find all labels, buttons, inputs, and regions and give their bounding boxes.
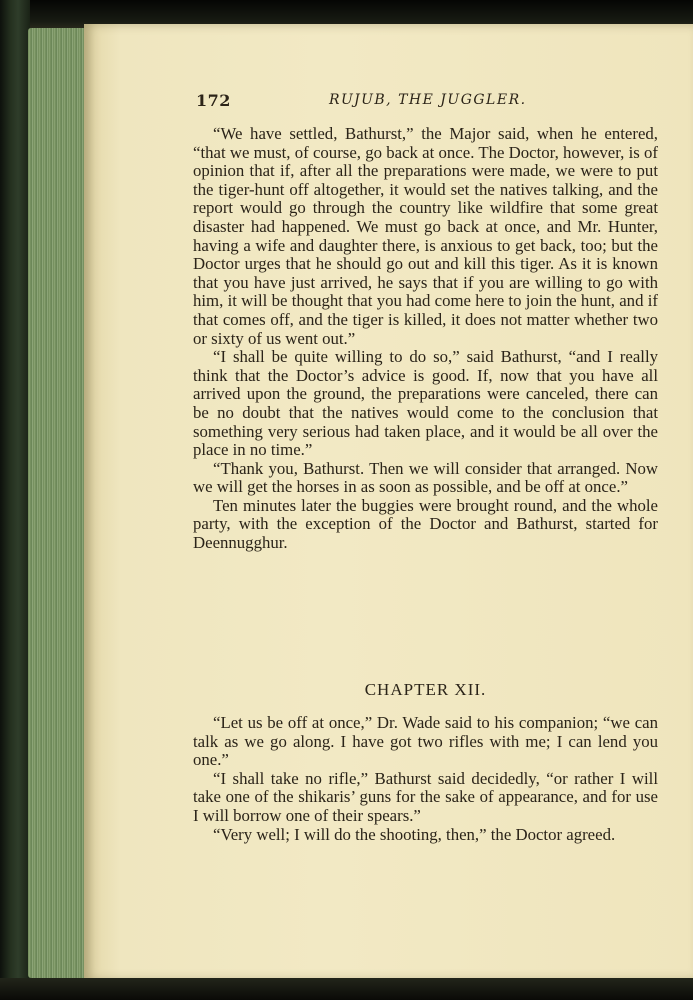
book-spine [0, 0, 30, 1000]
running-title: RUJUB, THE JUGGLER. [329, 92, 527, 108]
page-number: 172 [196, 91, 231, 110]
paragraph: “Let us be off at once,” Dr. Wade said to his companion; “we can talk as we go along. I have got two rifles with me; I can lend you one.” [193, 713, 658, 770]
paragraph: “I shall take no rifle,” Bathurst said decidedly, “or rather I will take one of the shikaris’ guns for the sake of appearance, and for use I will borrow one of their spears.” [193, 768, 658, 825]
page-edges [28, 28, 86, 978]
main-text [193, 125, 658, 553]
paragraph: “Very well; I will do the shooting, then,” the Doctor agreed. [213, 824, 616, 844]
paragraph: “Thank you, Bathurst. Then we will consider that arranged. Now we will get the horses in as soon as possible, and be off at once.” [193, 458, 658, 497]
paragraph: “I shall be quite willing to do so,” said Bathurst, “and I really think that the Doctor’s advice is good. If, now that you have all arrived upon the ground, the preparations were canceled, there can be no doubt that the natives would come to the conclusion that something very serious had taken place, and it would be all over the place in no time.” [193, 347, 658, 460]
chapter-heading: CHAPTER XII. [364, 680, 487, 699]
chapter-text [193, 714, 658, 844]
page-header [196, 91, 658, 117]
book-bottom-edge [0, 978, 693, 1000]
paragraph: Ten minutes later the buggies were brought round, and the whole party, with the exception of the Doctor and Bathurst, started for Deennugghur. [193, 495, 658, 553]
paragraph: “We have settled, Bathurst,” the Major said, when he entered, “that we must, of course, go back at once. The Doctor, however, is of opinion that if, after all the preparations were made, we were to put the tiger-hunt off altogether, it would set the natives talking, and the report would go through the country like wildfire that some great disaster had happened. We must go back at once, and Mr. Hunter, having a wife and daughter there, is anxious to get back, too; but the Doctor urges that he should go out and kill this tiger. As it is known that you have just arrived, he says that if you are willing to go with him, it will be thought that you had come here to join the hunt, and if that comes off, and the tiger is killed, it does not matter whether two or sixty of us went out.” [193, 124, 658, 348]
